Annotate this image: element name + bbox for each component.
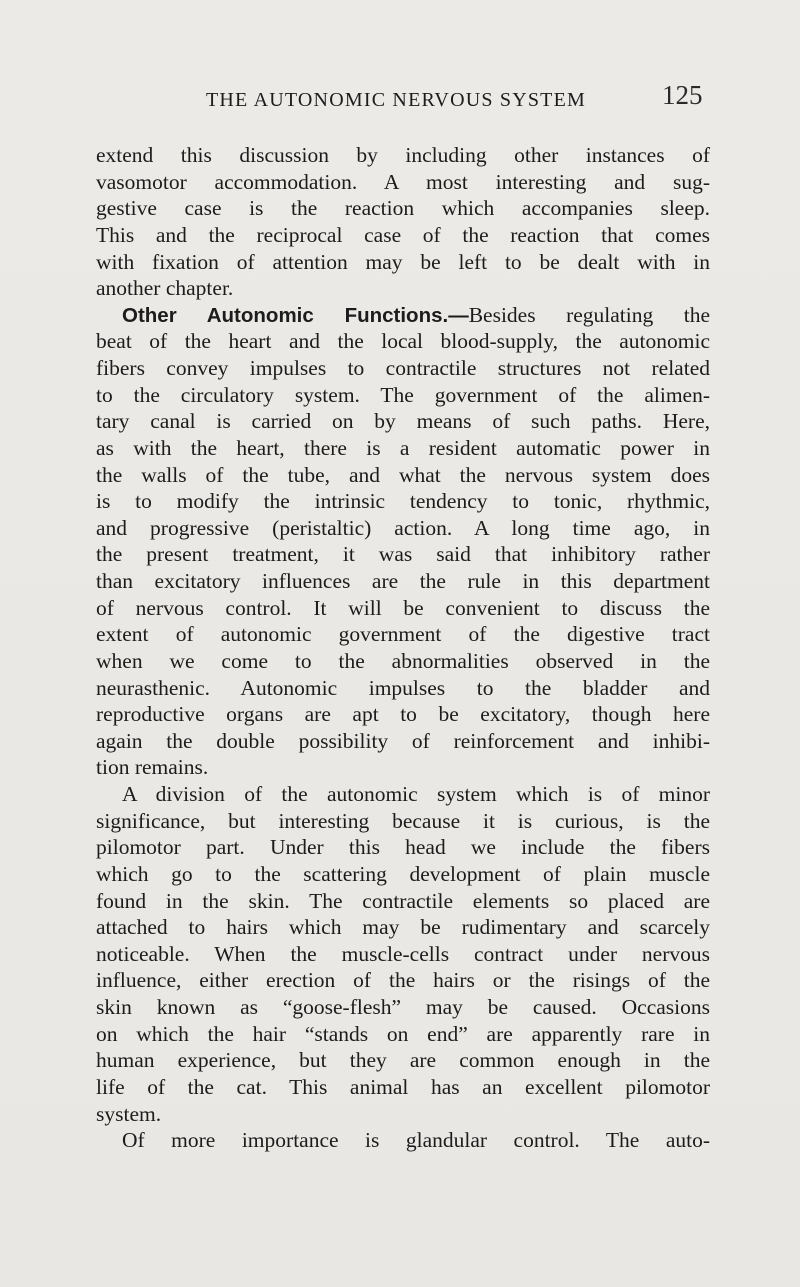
text-line: noticeable. When the muscle-cells contract under nervous	[96, 941, 710, 966]
text-line: influence, either erection of the hairs or the risings of the	[96, 968, 710, 993]
text-line: extent of autonomic government of the digestive tract	[96, 622, 710, 647]
text-line: when we come to the abnormalities observed in the	[96, 648, 710, 673]
text-line: the walls of the tube, and what the nervous system does	[96, 462, 710, 487]
page-number: 125	[662, 80, 703, 110]
text-line: skin known as “goose-flesh” may be caused. Occasions	[96, 995, 710, 1019]
text-line: Of more importance is glandular control. The auto-	[122, 1128, 710, 1153]
text-line: life of the cat. This animal has an excellent pilomotor	[96, 1074, 710, 1099]
body-text	[96, 142, 710, 1154]
text-line: extend this discussion by including other instances of	[96, 143, 710, 167]
text-line: tary canal is carried on by means of such paths. Here,	[96, 409, 710, 434]
text-line: and progressive (peristaltic) action. A long time ago, in	[96, 515, 710, 540]
text-line: of nervous control. It will be convenient to discuss the	[96, 595, 710, 620]
text-line: neurasthenic. Autonomic impulses to the bladder and	[96, 675, 710, 700]
running-title: THE AUTONOMIC NERVOUS SYSTEM	[206, 89, 586, 111]
text-line: system.	[96, 1101, 162, 1126]
text-line: found in the skin. The contractile elements so placed are	[96, 888, 710, 913]
text-line: vasomotor accommodation. A most interesting and sug-	[96, 169, 710, 194]
text-line: pilomotor part. Under this head we include the fibers	[96, 835, 710, 860]
text-line: with fixation of attention may be left to be dealt with in	[96, 249, 710, 274]
section-heading-line	[96, 302, 710, 329]
text-line: to the circulatory system. The government of the alimen-	[96, 382, 710, 407]
text-line: on which the hair “stands on end” are apparently rare in	[96, 1021, 710, 1046]
text-line: which go to the scattering development of plain muscle	[96, 861, 710, 886]
section-heading: Other Autonomic Functions.—	[122, 303, 469, 327]
text-line: human experience, but they are common enough in the	[96, 1048, 710, 1073]
text-line: another chapter.	[96, 276, 234, 301]
text-line: significance, but interesting because it is curious, is the	[96, 808, 710, 833]
text-line: again the double possibility of reinforcement and inhibi-	[96, 728, 710, 753]
text-line: beat of the heart and the local blood-supply, the autonomic	[96, 329, 710, 354]
text-line: is to modify the intrinsic tendency to tonic, rhythmic,	[96, 489, 710, 514]
text-line: A division of the autonomic system which is of minor	[122, 782, 710, 806]
text-line: than excitatory influences are the rule in this department	[96, 569, 710, 593]
text-line: as with the heart, there is a resident automatic power in	[96, 435, 710, 460]
text-line: the present treatment, it was said that inhibitory rather	[96, 542, 710, 567]
text-line: attached to hairs which may be rudimentary and scarcely	[96, 915, 710, 940]
text-line: fibers convey impulses to contractile structures not related	[96, 356, 710, 380]
text-line: gestive case is the reaction which accompanies sleep.	[96, 196, 710, 221]
text-line: This and the reciprocal case of the reaction that comes	[96, 222, 710, 247]
text-line: tion remains.	[96, 755, 209, 780]
text-fragment: Besides regulating the	[468, 302, 710, 327]
text-line: reproductive organs are apt to be excitatory, though here	[96, 702, 710, 727]
